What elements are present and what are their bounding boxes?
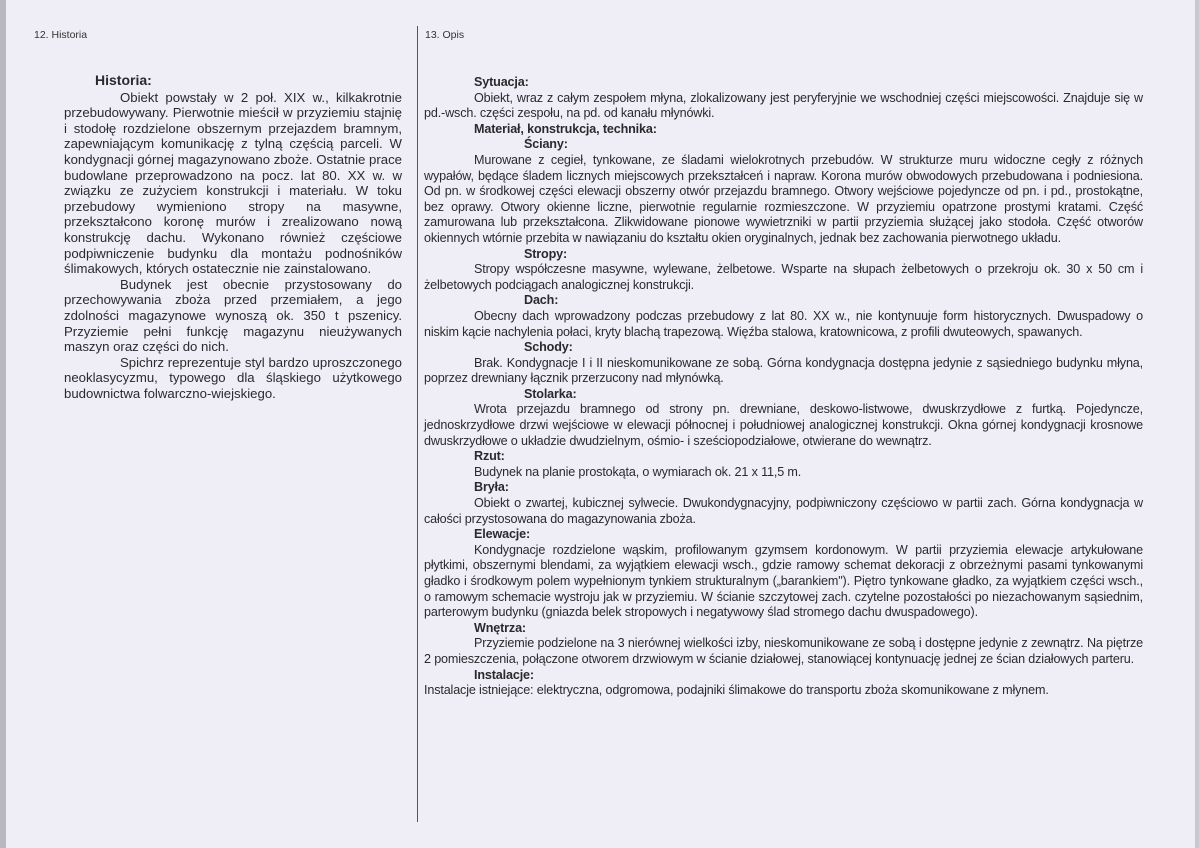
column-divider [417,26,418,822]
stropy-text: Stropy współczesne masywne, wylewane, żelbetowe. Wsparte na słupach żelbetowych o przekroju ok. 30 x 50 cm i żelbetowych podciągach analogicznej konstrukcji. [424,262,1143,292]
instalacje-heading: Instalacje: [474,667,534,682]
elewacje-text: Kondygnacje rozdzielone wąskim, profilowanym gzymsem kordonowym. W partii przyziemia elewacje artykułowane płytkimi, obszernymi blendami, za wyjątkiem elewacji wsch., gdzie ramowy schemat dekoracji z obrzeżnymi pasami tynkowanymi gładko i środkowym polem wypełnionym tynkiem strukturalnym („barankiem"). Piętro tynkowane gładko, za wyjątkiem części wsch., o ramowym schemacie wystroju jak w przyziemiu. W ścianie szczytowej zach. czytelne pozostałości po niezachowanym sąsiednim, parterowym budynku (gniazda belek stropowych i negatywowy ślad stromego dachu dwuspadowego). [424,542,1143,620]
rzut-heading: Rzut: [474,449,505,464]
wnetrza-heading: Wnętrza: [474,620,526,635]
sytuacja-heading: Sytuacja: [474,75,529,89]
stropy-heading: Stropy: [524,246,568,261]
dach-text: Obecny dach wprowadzony podczas przebudowy z lat 80. XX w., nie kontynuuje form historycznych. Dwuspadowy o niskim kącie nachylenia połaci, kryty blachą trapezową. Więźba stalowa, kratownicowa, z profili dwuteowych, spawanych. [424,308,1143,339]
sytuacja-text: Obiekt, wraz z całym zespołem młyna, zlokalizowany jest peryferyjnie we wschodniej części miejscowości. Znajduje się w pd.-wsch. części zespołu, na pd. od kanału młynówki. [424,90,1143,121]
historia-paragraph: Obiekt powstały w 2 poł. XIX w., kilkakrotnie przebudowywany. Pierwotnie mieścił w przyziemiu stajnię i stodołę rozdzielone obszernym przejazdem bramnym, zapewniającym komunikację z tylną częścią parceli. W kondygnacji górnej magazynowano zboże. Ostatnie prace budowlane przeprowadzono na pocz. lat 80. XX w. w związku ze zużyciem konstrukcji i materiału. W toku przebudowy wymieniono stropy na masywne, przekształcono koronę murów i zrealizowano nową konstrukcję dachu. Wykonano również częściowe podpiwniczenie budynku dla montażu podnośników ślimakowych, których ostatecznie nie zainstalowano. [64,89,402,277]
historia-heading: Historia: [95,72,152,88]
historia-column [64,73,402,401]
opis-column [424,75,1143,699]
dach-heading: Dach: [524,293,559,308]
bryla-text: Obiekt o zwartej, kubicznej sylwecie. Dwukondygnacyjny, podpiwniczony częściowo w partii zach. Górna kondygnacja w całości przystosowana do magazynowania zboża. [424,496,1143,526]
sciany-heading: Ściany: [524,137,568,152]
historia-paragraph: Spichrz reprezentuje styl bardzo uproszczonego neoklasycyzmu, typowego dla śląskiego użytkowego budownictwa folwarczno-wiejskiego. [64,354,402,401]
historia-paragraph: Budynek jest obecnie przystosowany do przechowywania zboża przed przemiałem, a jego zdolności magazynowe wynoszą ok. 350 t pszenicy. Przyziemie pełni funkcję magazynu nieużywanych maszyn oraz części do nich. [64,276,402,355]
scan-edge-left [0,0,6,848]
sciany-text: Murowane z cegieł, tynkowane, ze śladami wielokrotnych przebudów. W strukturze muru widoczne cegły z różnych wypałów, będące śladem licznych miejscowych przekształceń i napraw. Korona murów obwodowych przebudowana i podniesiona. Od pn. w środkowej części elewacji obszerny otwór przejazdu bramnego. Otwory wejściowe pojedyncze od pn. i pd., prostokątne, bez oprawy. Otwory okienne liczne, pierwotnie regularnie rozmieszczone. W przyziemiu opatrzone prostymi kratami. Część zamurowana lub przekształcona. Zlikwidowane pionowe wywietrzniki w partii przyziemia służącej jako stodoła. Część otworów okiennych wtórnie przebita w nawiązaniu do kształtu okien oryginalnych, jednak bez zachowania pierwotnego układu. [424,152,1143,245]
schody-heading: Schody: [524,340,573,355]
stolarka-heading: Stolarka: [524,386,577,401]
elewacje-heading: Elewacje: [474,527,531,542]
section-label-historia: 12. Historia [34,29,88,41]
section-label-opis: 13. Opis [425,29,465,41]
wnetrza-text: Przyziemie podzielone na 3 nierównej wielkości izby, nieskomunikowane ze sobą i dostępne jedynie z zewnątrz. Na piętrze 2 pomieszczenia, połączone otworem drzwiowym w ścianie działowej, stanowiącej kontynuację jednej ze ścian działowych parteru. [424,636,1143,666]
bryla-heading: Bryła: [474,480,509,495]
material-heading: Materiał, konstrukcja, technika: [474,121,657,136]
instalacje-text: Instalacje istniejące: elektryczna, odgromowa, podajniki ślimakowe do transportu zboża skomunikowane z młynem. [424,683,1049,698]
schody-text: Brak. Kondygnacje I i II nieskomunikowane ze sobą. Górna kondygnacja dostępna jedynie z sąsiedniego budynku młyna, poprzez drewniany łącznik przerzucony nad młynówką. [424,355,1143,386]
rzut-text: Budynek na planie prostokąta, o wymiarach ok. 21 x 11,5 m. [474,464,802,479]
stolarka-text: Wrota przejazdu bramnego od strony pn. drewniane, deskowo-listwowe, dwuskrzydłowe z furtką. Pojedyncze, jednoskrzydłowe drzwi wejściowe w elewacji północnej i południowej analogicznej konstrukcji. Okna górnej kondygnacji krosnowe dwuskrzydłowe o układzie dwudzielnym, ośmio- i sześciopodziałowe, otwierane do wewnątrz. [424,402,1143,448]
scan-edge-right [1195,0,1199,848]
